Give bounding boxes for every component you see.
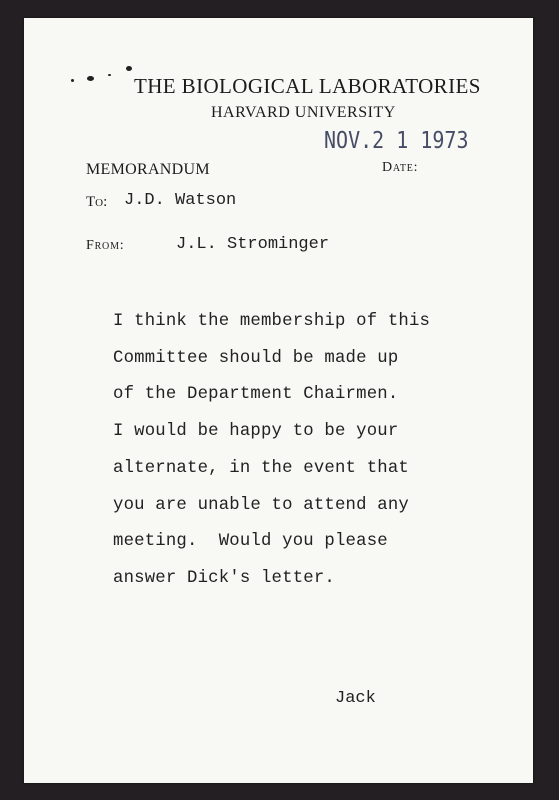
- from-label: From:: [86, 238, 125, 253]
- body-line: answer Dick's letter.: [113, 568, 335, 588]
- memo-body: [113, 304, 430, 598]
- letterhead-title: THE BIOLOGICAL LABORATORIES: [134, 74, 481, 98]
- to-label: To:: [86, 194, 108, 210]
- from-sender: J.L. Strominger: [176, 235, 330, 254]
- body-line: alternate, in the event that: [113, 458, 409, 478]
- body-line: I would be happy to be your: [113, 422, 399, 442]
- to-recipient: J.D. Watson: [124, 191, 237, 210]
- ink-specks: [68, 62, 138, 86]
- memorandum-label: MEMORANDUM: [86, 161, 210, 178]
- letterhead-subtitle: HARVARD UNIVERSITY: [211, 104, 396, 121]
- body-line: you are unable to attend any: [113, 495, 409, 515]
- body-line: meeting. Would you please: [113, 532, 388, 552]
- memo-paper: [24, 18, 533, 783]
- body-line: Committee should be made up: [113, 348, 399, 368]
- body-line: I think the membership of this: [113, 312, 431, 331]
- signature: Jack: [335, 689, 376, 708]
- date-stamp: NOV.2 1 1973: [324, 126, 469, 154]
- date-label: Date:: [382, 160, 419, 175]
- body-line: of the Department Chairmen.: [113, 385, 399, 405]
